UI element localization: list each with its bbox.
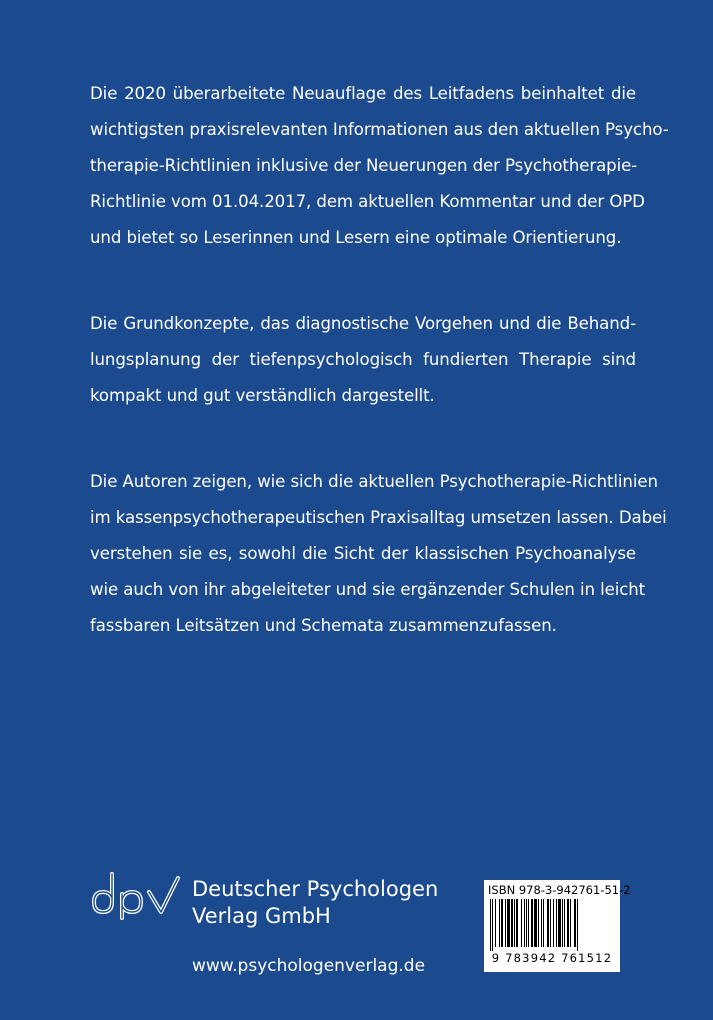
blurb-line: wie auch von ihr abgeleiteter und sie ergänzender Schulen in leicht xyxy=(90,580,646,599)
barcode-bar xyxy=(538,899,539,947)
barcode-bar xyxy=(543,899,544,947)
barcode-bar xyxy=(521,899,522,947)
publisher-website: www.psychologenverlag.de xyxy=(192,956,426,976)
barcode-bar xyxy=(547,899,549,947)
barcode-bar xyxy=(492,899,493,951)
blurb-line: therapie-Richtlinien inklusive der Neuerungen der Psychotherapie- xyxy=(90,156,638,175)
blurb-line: kompakt und gut verständlich dargestellt. xyxy=(90,386,435,405)
barcode-bar xyxy=(574,899,576,947)
barcode-bar xyxy=(553,899,554,947)
blurb-line: Die Autoren zeigen, wie sich die aktuellen Psychotherapie-Richtlinien xyxy=(90,472,658,491)
barcode-bar xyxy=(514,899,515,947)
back-cover-blurb xyxy=(90,76,669,694)
blurb-line: verstehen sie es, sowohl die Sicht der klassischen Psychoanalyse xyxy=(90,544,636,563)
blurb-line: Die Grundkonzepte, das diagnostische Vorgehen und die Behand- xyxy=(90,314,636,333)
publisher-name-line-2: Verlag GmbH xyxy=(192,904,331,928)
blurb-paragraph-3 xyxy=(90,464,667,644)
isbn-digits: 9 783942 761512 xyxy=(491,951,613,965)
blurb-line: und bietet so Leserinnen und Lesern eine optimale Orientierung. xyxy=(90,228,622,247)
barcode-bar xyxy=(490,899,491,951)
blurb-paragraph-2 xyxy=(90,306,636,414)
blurb-paragraph-1 xyxy=(90,76,669,256)
barcode-bar xyxy=(524,899,525,947)
barcode-bar xyxy=(541,899,542,947)
barcode-bar xyxy=(534,899,537,947)
barcode-bar xyxy=(531,899,533,947)
barcode-bar xyxy=(526,899,527,947)
barcode-bar xyxy=(562,899,563,947)
barcode-bar xyxy=(495,899,496,947)
publisher-name xyxy=(192,876,438,930)
blurb-line: im kassenpsychotherapeutischen Praxisalltag umsetzen lassen. Dabei xyxy=(90,508,667,527)
barcode-bar xyxy=(511,899,513,947)
publisher-name-line-1: Deutscher Psychologen xyxy=(192,877,439,901)
barcode-bar xyxy=(570,899,571,947)
barcode-icon xyxy=(488,899,616,951)
barcode-bar xyxy=(505,899,506,947)
barcode-bar xyxy=(550,899,551,947)
barcode-bar xyxy=(558,899,561,947)
blurb-line: fassbaren Leitsätzen und Schemata zusammenzufassen. xyxy=(90,616,557,635)
barcode-bar xyxy=(501,899,503,947)
dpv-logo-icon xyxy=(90,868,182,920)
barcode-bar xyxy=(528,899,529,947)
barcode-bar xyxy=(577,899,578,951)
blurb-line: Die 2020 überarbeitete Neuauflage des Leitfadens beinhaltet die xyxy=(90,84,636,103)
barcode-bar xyxy=(499,899,500,947)
barcode-bar xyxy=(516,899,518,947)
blurb-line: Richtlinie vom 01.04.2017, dem aktuellen Kommentar und der OPD xyxy=(90,192,645,211)
barcode-bar xyxy=(507,899,510,947)
isbn-label: ISBN 978-3-942761-51-2 xyxy=(488,883,631,897)
barcode-bar xyxy=(567,899,569,947)
barcode-bar xyxy=(556,899,557,947)
blurb-line: wichtigsten praxisrelevanten Informationen aus den aktuellen Psycho- xyxy=(90,120,669,139)
barcode-bar xyxy=(564,899,565,947)
blurb-line: lungsplanung der tiefenpsychologisch fundierten Therapie sind xyxy=(90,350,636,369)
isbn-barcode-box xyxy=(484,880,631,972)
